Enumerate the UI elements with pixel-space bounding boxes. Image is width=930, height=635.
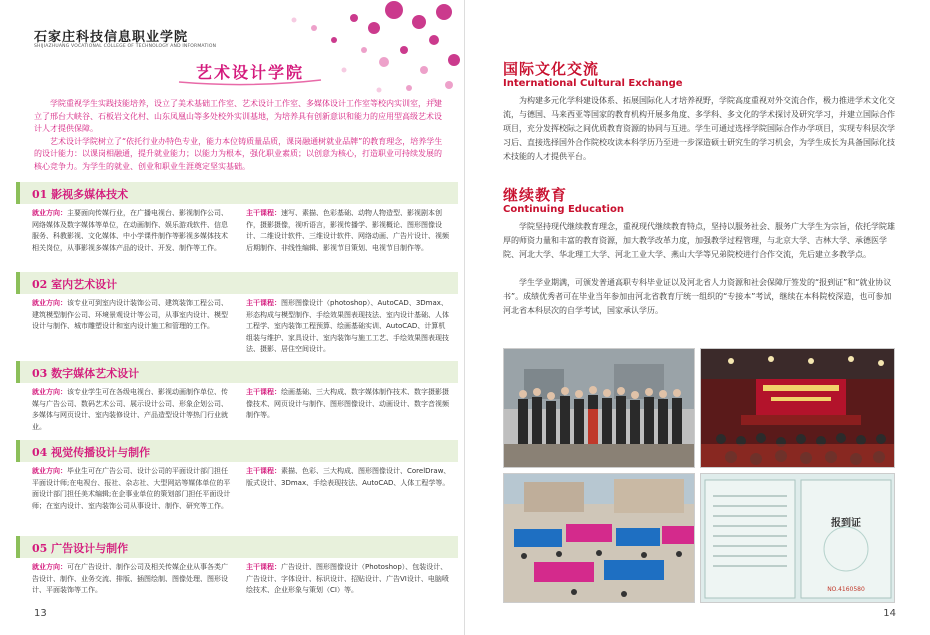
continuing-body-2: 学生学业期满，可颁发普通高职专科毕业证以及河北省人力资源和社会保障厅签发的“报到证”和“就业协议书”。成绩优秀者可在毕业当年参加由河北省教育厅统一组织的“专接本”考试，继续在本科院校深造，也可参加河北省本科层次的自学考试，国家承认学历。 [503, 278, 892, 315]
section-title-international-en: International Cultural Exchange [503, 78, 683, 89]
continuing-body-1: 学院坚持现代继续教育理念，重视现代继续教育特点，坚持以服务社会、服务广大学生为宗旨，依托学院雄厚的师资力量和丰富的教育资源，加大教学改革力度，加强教学过程管理，与北京大学、吉林大学、承德医学院、河北大学、华北理工大学、河北工业大学、燕山大学等兄弟院校进行合作交流，先后建立多教学点。 [503, 222, 895, 259]
certificate-photo [700, 473, 895, 603]
main-courses [246, 387, 451, 422]
section-title-international: 国际文化交流 [503, 60, 600, 78]
page-number: 14 [883, 608, 896, 619]
course-text: 素描、色彩、三大构成、图形图像设计、CorelDraw、版式设计、3Dmax、手绘表现技法、AutoCAD、人体工程学等。 [246, 467, 451, 487]
section-advertising-design [16, 536, 458, 606]
main-courses [246, 208, 451, 254]
conference-photo [700, 348, 895, 468]
course-text: 广告设计、图形图像设计（Photoshop）、包装设计、广告设计、字体设计、标识设计、招贴设计、广告VI设计、电脑喷绘技术、企业形象与策划（CI）等。 [246, 563, 449, 594]
right-page [465, 0, 930, 635]
main-courses [246, 466, 451, 489]
job-direction [32, 562, 232, 597]
intro [34, 98, 446, 173]
school-name-en: SHIJIAZHUANG VOCATIONAL COLLEGE OF TECHNOLOGY AND INFORMATION [34, 44, 217, 49]
direction-text: 主要面向传媒行业，在广播电视台、影视制作公司、网络媒体及数字媒体等单位，在动画制作、娱乐游戏软件、信息服务、科教影视、文化媒体、中小学课件制作等影视多媒体技术相关岗位，从事影视多媒体产品的设计、开发、制作等工作。 [32, 209, 228, 252]
decorative-dots [214, 0, 464, 110]
campus-fair-photo [503, 473, 695, 603]
course-text: 绘画基础、三大构成、数字媒体制作技术、数字摄影摄像技术、网页设计与制作、图形图像设计、动画设计、数字音视频制作等。 [246, 388, 449, 419]
course-label: 主干课程： [246, 563, 281, 571]
direction-label: 就业方向： [32, 467, 67, 475]
direction-label: 就业方向： [32, 563, 67, 571]
job-direction [32, 466, 232, 512]
main-courses [246, 298, 451, 356]
intro-paragraph: 学院重视学生实践技能培养，设立了美术基础工作室、艺术设计工作室、多媒体设计工作室等校内实训室，并建立了邢台大峡谷、石板岩文化村、山东凤凰山等多处校外实训基地，为培养具有创新意识和能力的应用型高级艺术设计人才提供保障。 [34, 99, 442, 133]
course-text: 图形图像设计（photoshop）、AutoCAD、3Dmax、形态构成与模型制作、手绘效果图表现技法、室内设计基础、人体工程学、室内装饰工程预算、绘画基础实训、AutoCAD、计算机组装与维护、家具设计、室内装饰与施工工艺、手绘效果图表现技法、摄影、居住空间设计。 [246, 299, 449, 353]
job-direction [32, 298, 232, 333]
job-direction [32, 387, 232, 433]
course-label: 主干课程： [246, 388, 281, 396]
direction-text: 该专业可到室内设计装饰公司、建筑装饰工程公司、建筑模型制作公司、环境景观设计等公司，从事室内设计、模型设计与制作、城市雕塑设计和室内设计施工和管理的工作。 [32, 299, 228, 330]
direction-label: 就业方向： [32, 388, 67, 396]
direction-label: 就业方向： [32, 299, 67, 307]
section-title: 01 影视多媒体技术 [32, 188, 129, 201]
section-title-continuing-en: Continuing Education [503, 204, 624, 215]
course-label: 主干课程： [246, 209, 281, 217]
course-label: 主干课程： [246, 467, 281, 475]
job-direction [32, 208, 232, 254]
international-body: 为构建多元化学科建设体系、拓展国际化人才培养视野，学院高度重视对外交流合作，极力推进学术文化交流，与德国、马来西亚等国家的教育机构开展多角度、多学科、多文化的学术探讨及研究学习，并建立国际合作项目，充分发挥校际之间优质教育资源的协同与互进。学生可通过选择学院国际合作办学项目，实现专科层次学习后、直接选择国外合作院校攻读本科学历乃至进一步深造硕士研究生的学习机会，为学生成长为具备国际化技术技能的人才提供平台。 [503, 96, 895, 161]
certificate-serial: NO.4160580 [827, 586, 865, 593]
section-title-continuing: 继续教育 [503, 186, 568, 204]
certificate-title: 报到证 [831, 518, 861, 529]
direction-text: 毕业生可在广告公司、设计公司的平面设计部门担任平面设计师;在电视台、报社、杂志社、大型网站等媒体单位的平面设计部门担任美术编辑;在企事业单位的策划部门担任平面设计师；在室内设计、室内装饰公司从事设计、制作、研究等工作。 [32, 467, 231, 510]
school-name: 石家庄科技信息职业学院 [34, 30, 189, 45]
section-interior-design [16, 272, 458, 364]
direction-label: 就业方向： [32, 209, 67, 217]
section-title: 02 室内艺术设计 [32, 278, 118, 291]
section-digital-media [16, 361, 458, 441]
main-courses [246, 562, 451, 597]
page-title: 艺术设计学院 [195, 63, 304, 82]
section-title: 04 视觉传播设计与制作 [32, 446, 151, 459]
section-title: 03 数字媒体艺术设计 [32, 367, 140, 380]
section-visual-communication [16, 440, 458, 535]
course-text: 速写、素描、色彩基础、动物人物造型、影视剧本创作，摄影摄像，视听语言，影视传播学、影视概论、图形图像设计、二维设计软件、三维设计软件、网络动画、广告片设计、视频后期制作、非线性编辑、影视节目策划、电视节目制作等。 [246, 209, 449, 252]
section-title: 05 广告设计与制作 [32, 542, 129, 555]
group-photo [503, 348, 695, 468]
course-label: 主干课程： [246, 299, 281, 307]
direction-text: 该专业学生可在各级电视台、影视动画制作单位、传媒与广告公司、数码艺术公司、展示设计公司、形象企划公司、多媒体与网页设计、室内装修设计、产品造型设计等热门行业就业。 [32, 388, 228, 431]
page-number: 13 [34, 608, 47, 619]
direction-text: 可在广告设计、制作公司及相关传媒企业从事各类广告设计、制作、业务交流、排版、插图绘制、图像处理、图形设计、平面装饰等工作。 [32, 563, 228, 594]
intro-paragraph: 艺术设计学院树立了“依托行业办特色专业，能力本位铸质量品质，课岗融通树就业品牌”的教育理念，培养学生的设计能力：以课岗相融通，提升就业能力；以能力为根本，强化职业素质；以创意为核心，打造职业可持续发展的核心竞争力。为学生的就业、创业和职业生涯奠定坚实基础。 [34, 136, 443, 171]
section-film-multimedia [16, 182, 458, 274]
